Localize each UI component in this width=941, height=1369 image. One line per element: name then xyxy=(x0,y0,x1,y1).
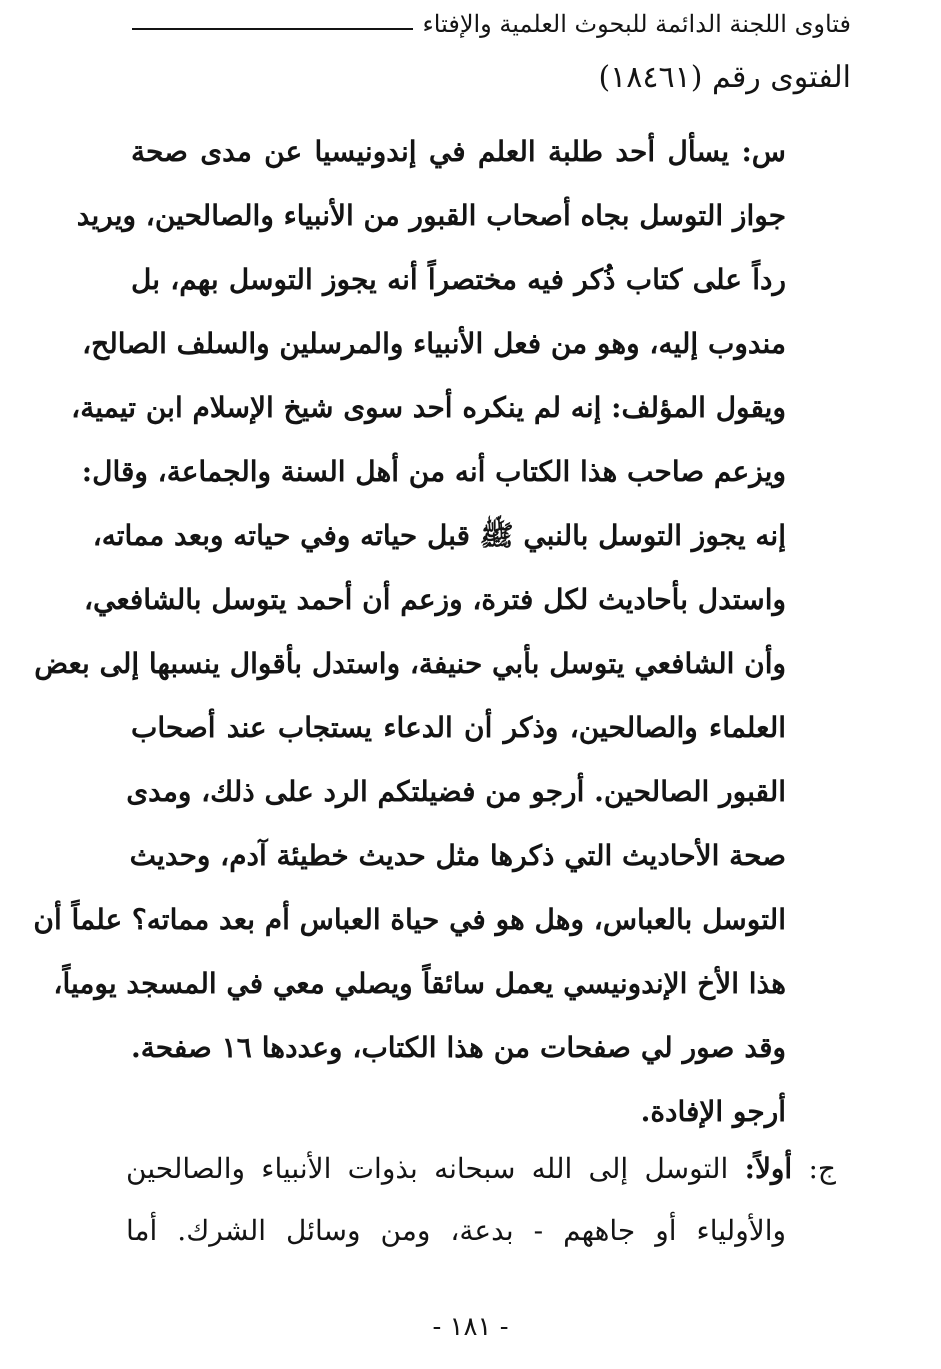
question-line: صحة الأحاديث التي ذكرها مثل حديث خطيئة آدم، وحديث xyxy=(129,839,786,872)
answer-line-1 xyxy=(126,1138,836,1200)
question-line: ويزعم صاحب هذا الكتاب أنه من أهل السنة والجماعة، وقال: xyxy=(81,455,786,488)
answer-block xyxy=(126,1138,836,1262)
answer-prefix: ج: xyxy=(792,1152,836,1185)
question-line: القبور الصالحين. أرجو من فضيلتكم الرد على ذلك، ومدى xyxy=(126,775,786,808)
question-line: جواز التوسل بجاه أصحاب القبور من الأنبياء والصالحين، ويريد xyxy=(76,199,786,232)
question-line: إنه يجوز التوسل بالنبي ﷺ قبل حياته وفي حياته وبعد مماته، xyxy=(92,519,786,552)
question-line: هذا الأخ الإندونيسي يعمل سائقاً ويصلي معي في المسجد يومياً، xyxy=(53,967,786,1000)
question-block xyxy=(33,120,786,1144)
answer-line-2: والأولياء أو جاههم - بدعة، ومن وسائل الشرك. أما xyxy=(126,1214,786,1247)
page-number: - ١٨١ - xyxy=(432,1312,509,1342)
question-line: التوسل بالعباس، وهل هو في حياة العباس أم بعد مماته؟ علماً أن xyxy=(33,903,786,936)
question-line: وأن الشافعي يتوسل بأبي حنيفة، واستدل بأقوال ينسبها إلى بعض xyxy=(34,647,786,680)
answer-text: التوسل إلى الله سبحانه بذوات الأنبياء والصالحين xyxy=(126,1152,745,1185)
question-line: س: يسأل أحد طلبة العلم في إندونيسيا عن مدى صحة xyxy=(131,135,786,168)
question-line: مندوب إليه، وهو من فعل الأنبياء والمرسلين والسلف الصالح، xyxy=(82,327,786,360)
fatwa-number: الفتوى رقم (١٨٤٦١) xyxy=(598,60,851,95)
question-line: أرجو الإفادة. xyxy=(640,1095,786,1128)
running-header xyxy=(132,4,851,44)
header-rule xyxy=(132,28,413,30)
question-line: رداً على كتاب ذُكر فيه مختصراً أنه يجوز التوسل بهم، بل xyxy=(131,263,786,296)
answer-lead: أولاً: xyxy=(744,1152,793,1185)
question-line: العلماء والصالحين، وذكر أن الدعاء يستجاب عند أصحاب xyxy=(131,711,786,744)
question-line: واستدل بأحاديث لكل فترة، وزعم أن أحمد يتوسل بالشافعي، xyxy=(83,583,786,616)
question-line: ويقول المؤلف: إنه لم ينكره أحد سوى شيخ الإسلام ابن تيمية، xyxy=(71,391,786,424)
question-line: وقد صور لي صفحات من هذا الكتاب، وعددها ١٦ صفحة. xyxy=(131,1031,786,1064)
header-title: فتاوى اللجنة الدائمة للبحوث العلمية والإفتاء xyxy=(422,10,851,38)
